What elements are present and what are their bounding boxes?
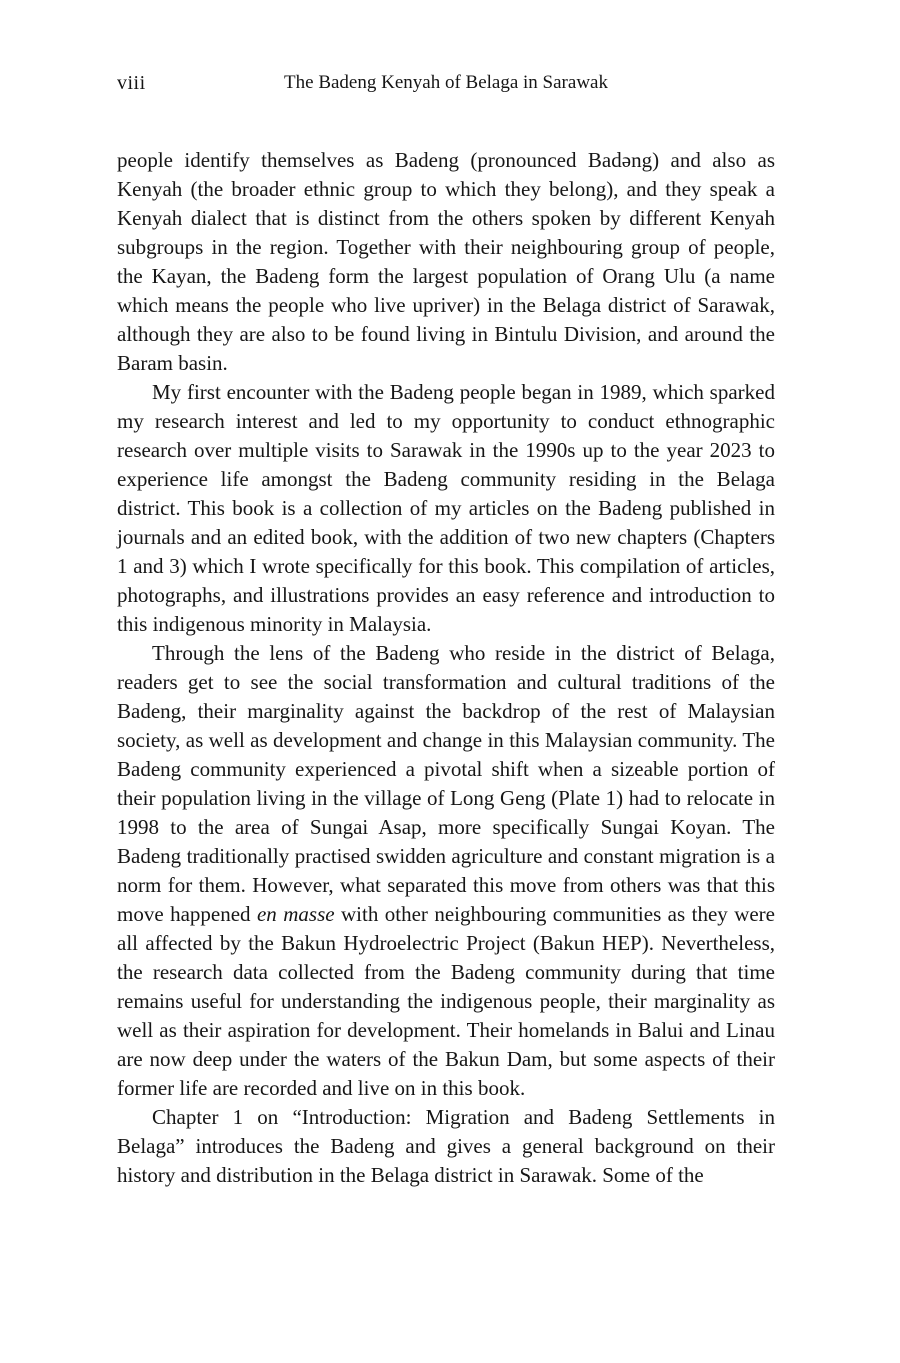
running-header-title: The Badeng Kenyah of Belaga in Sarawak <box>284 72 608 93</box>
paragraph-4 <box>117 1103 775 1190</box>
paragraph-4-text: Chapter 1 on “Introduction: Migration and Badeng Settlements in Belaga” introduces the Badeng and gives a general background on their history and distribution in the Belaga district in Sarawak. Some of the <box>117 1105 775 1187</box>
paragraph-2-text: My first encounter with the Badeng people began in 1989, which sparked my research interest and led to my opportunity to conduct ethnographic research over multiple visits to Sarawak in the 1990s up to the year 2023 to experience life amongst the Badeng community residing in the Belaga district. This book is a collection of my articles on the Badeng published in journals and an edited book, with the addition of two new chapters (Chapters 1 and 3) which I wrote specifically for this book. This compilation of articles, photographs, and illustrations provides an easy reference and introduction to this indigenous minority in Malaysia. <box>117 380 775 636</box>
paragraph-3-text-before-italic: Through the lens of the Badeng who reside in the district of Belaga, readers get to see the social transformation and cultural traditions of the Badeng, their marginality against the backdrop of the rest of Malaysian society, as well as development and change in this Malaysian community. The Badeng community experienced a pivotal shift when a sizeable portion of their population living in the village of Long Geng (Plate 1) had to relocate in 1998 to the area of Sungai Asap, more specifically Sungai Koyan. The Badeng traditionally practised swidden agriculture and constant migration is a norm for them. However, what separated this move from others was that this move happened <box>117 641 775 926</box>
running-header <box>117 72 775 98</box>
page-number: viii <box>117 72 146 94</box>
paragraph-3 <box>117 639 775 1103</box>
paragraph-3-text-after-italic: with other neighbouring communities as they were all affected by the Bakun Hydroelectric Project (Bakun HEP). Nevertheless, the research data collected from the Badeng community during that time remains useful for understanding the indigenous people, their marginality as well as their aspiration for development. Their homelands in Balui and Linau are now deep under the waters of the Bakun Dam, but some aspects of their former life are recorded and live on in this book. <box>117 902 775 1100</box>
paragraph-1 <box>117 146 775 378</box>
paragraph-1-text: people identify themselves as Badeng (pronounced Badəng) and also as Kenyah (the broader ethnic group to which they belong), and they speak a Kenyah dialect that is distinct from the others spoken by different Kenyah subgroups in the region. Together with their neighbouring group of people, the Kayan, the Badeng form the largest population of Orang Ulu (a name which means the people who live upriver) in the Belaga district of Sarawak, although they are also to be found living in Bintulu Division, and around the Baram basin. <box>117 148 775 375</box>
paragraph-3-italic-phrase: en masse <box>256 902 335 926</box>
paragraph-2 <box>117 378 775 639</box>
body-text <box>117 146 775 1190</box>
